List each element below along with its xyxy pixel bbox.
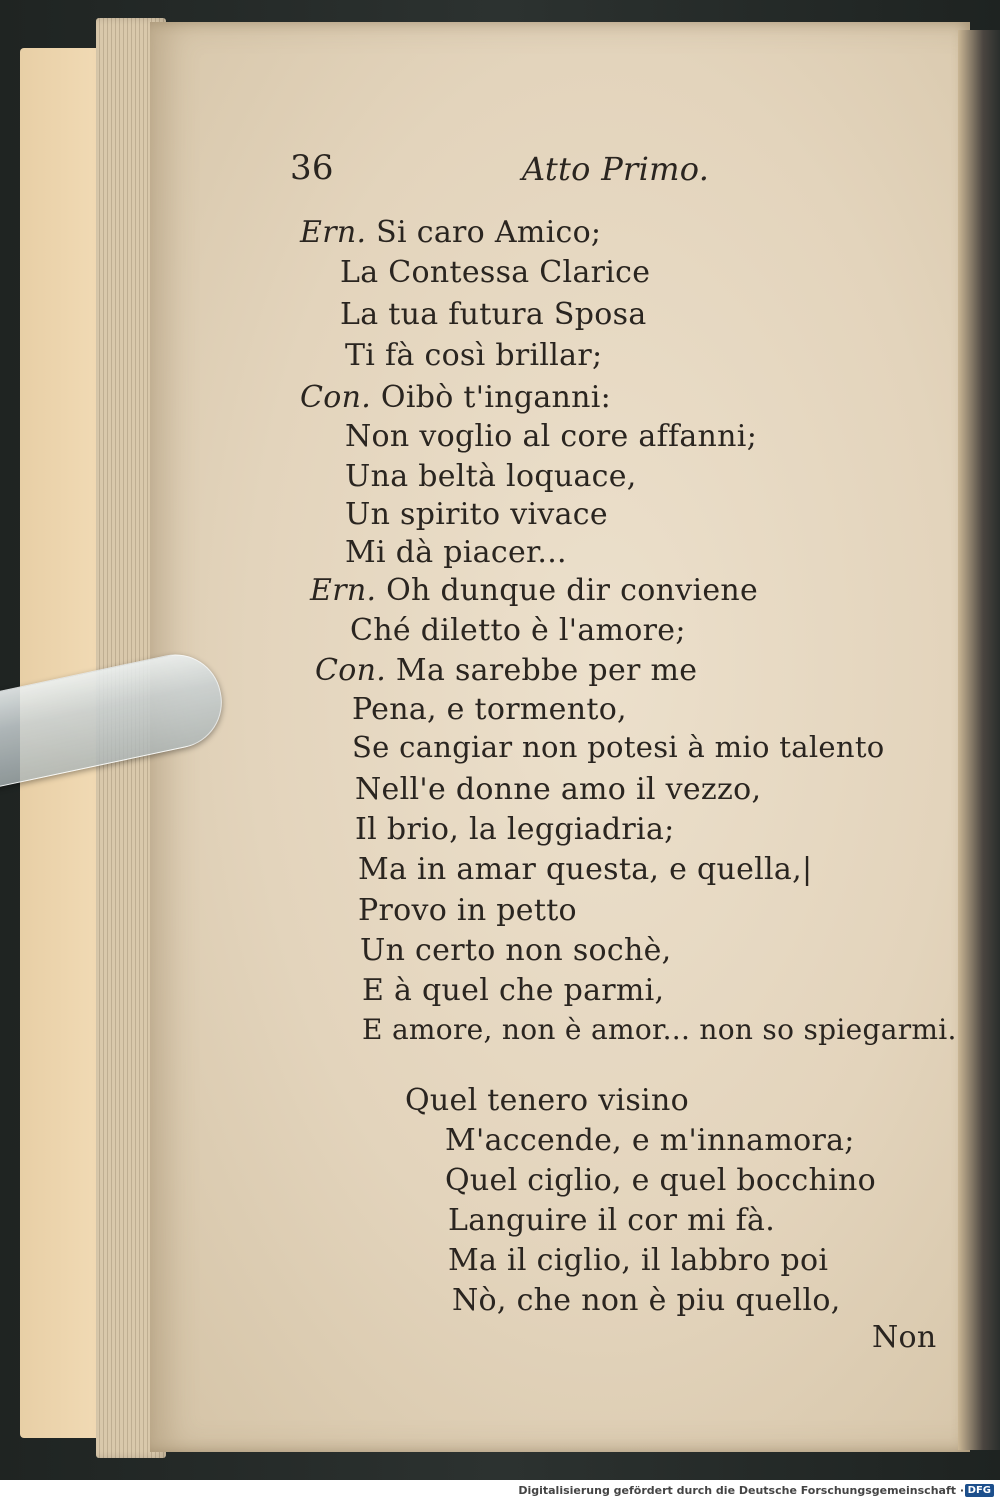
verse-line	[362, 973, 664, 1008]
verse-line	[360, 933, 672, 968]
verse-text: Una beltà loquace,	[345, 459, 637, 494]
verse-text: Un certo non sochè,	[360, 933, 672, 968]
verse-text: Si caro Amico;	[376, 215, 602, 250]
footer-bar	[0, 1480, 1000, 1504]
verse-text: Nell'e donne amo il vezzo,	[355, 772, 762, 807]
verse-line	[345, 497, 608, 532]
verse-text: Oibò t'inganni:	[380, 380, 612, 415]
verse-text: Pena, e tormento,	[352, 692, 627, 727]
verse-text: Ché diletto è l'amore;	[350, 613, 686, 648]
verse-line	[310, 573, 758, 608]
aria-line: M'accende, e m'innamora;	[445, 1123, 855, 1158]
verse-text: Non voglio al core affanni;	[345, 419, 758, 454]
verse-text: Ma in amar questa, e quella,|	[358, 852, 813, 887]
verse-line	[362, 1013, 957, 1046]
catchword: Non	[872, 1320, 937, 1355]
verse-text: Un spirito vivace	[345, 497, 608, 532]
verse-line	[340, 297, 647, 332]
verse-line	[315, 653, 697, 688]
verse-line	[355, 772, 761, 807]
verse-line	[300, 380, 611, 415]
aria-line: Nò, che non è piu quello,	[452, 1283, 841, 1318]
verse-line	[345, 535, 567, 570]
speaker-label: Con.	[315, 653, 387, 688]
funding-credit: Digitalisierung gefördert durch die Deutsche Forschungsgemeinschaft ·	[518, 1484, 964, 1497]
verse-line	[345, 338, 602, 373]
verse-line	[300, 215, 601, 250]
verse-line	[358, 893, 577, 928]
aria-line: Ma il ciglio, il labbro poi	[448, 1243, 829, 1278]
verse-text: Provo in petto	[358, 893, 577, 928]
running-title: Atto Primo.	[522, 150, 710, 188]
dfg-logo-icon: DFG	[965, 1484, 994, 1497]
verse-line	[352, 692, 627, 727]
verse-text: Ti fà così brillar;	[345, 338, 603, 373]
verse-line	[345, 459, 637, 494]
speaker-label: Con.	[300, 380, 372, 415]
speaker-label: Ern.	[310, 573, 377, 608]
verse-text: Oh dunque dir conviene	[386, 573, 759, 608]
verse-text: Mi dà piacer...	[345, 535, 567, 570]
verse-line	[340, 255, 650, 290]
verse-line	[345, 419, 757, 454]
verse-line	[355, 812, 675, 847]
verse-text: Il brio, la leggiadria;	[355, 812, 675, 847]
verse-text: E à quel che parmi,	[362, 973, 665, 1008]
aria-line: Quel tenero visino	[405, 1083, 689, 1118]
verse-text: Se cangiar non potesi à mio talento	[352, 730, 885, 764]
verse-line	[358, 852, 812, 887]
aria-line: Languire il cor mi fà.	[448, 1203, 776, 1238]
verse-text: Ma sarebbe per me	[395, 653, 698, 688]
aria-line: Quel ciglio, e quel bocchino	[445, 1163, 876, 1198]
verse-line	[352, 730, 885, 764]
page-number: 36	[290, 148, 334, 188]
speaker-label: Ern.	[300, 215, 367, 250]
verse-text: La Contessa Clarice	[340, 255, 651, 290]
verse-line	[350, 613, 686, 648]
verse-text: E amore, non è amor... non so spiegarmi.	[362, 1013, 957, 1046]
verse-text: La tua futura Sposa	[340, 297, 647, 332]
